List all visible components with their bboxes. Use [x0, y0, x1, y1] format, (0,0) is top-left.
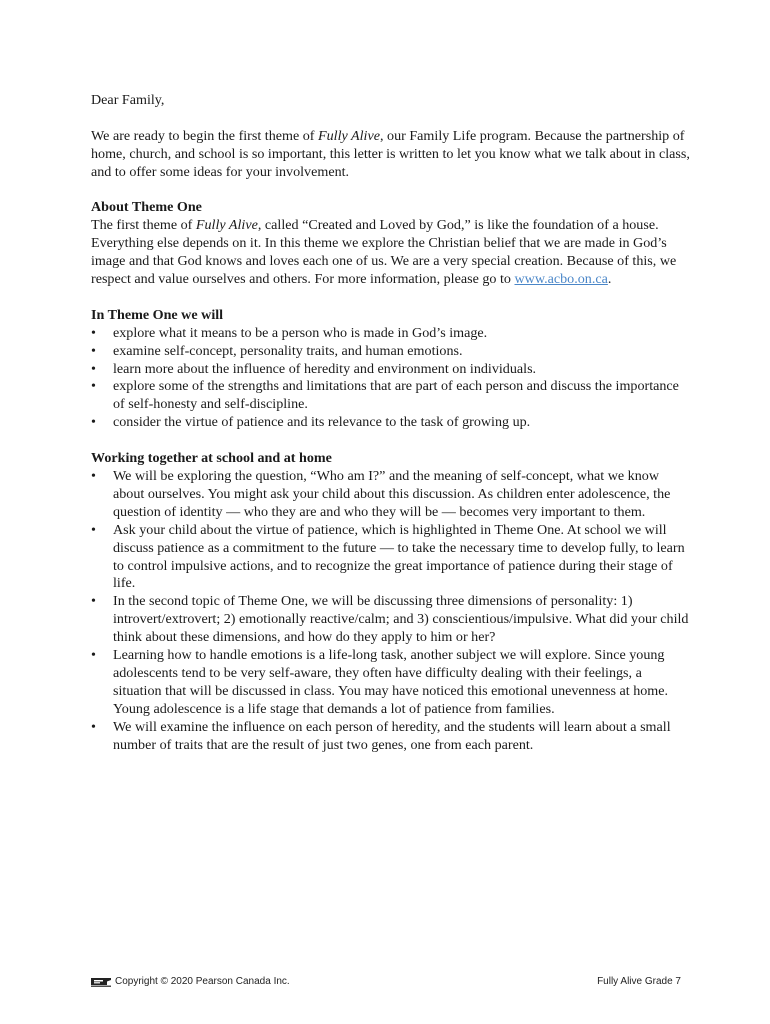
footer-copyright: Copyright © 2020 Pearson Canada Inc.	[115, 976, 290, 987]
acbo-website-link[interactable]: www.acbo.on.ca	[514, 271, 608, 288]
bullet-icon: •	[91, 521, 96, 538]
about-program-title: Fully Alive	[195, 217, 258, 234]
letter-body	[91, 92, 691, 772]
working-together-heading: Working together at school and at home	[91, 450, 332, 467]
working-together-section	[91, 450, 691, 754]
bullet-icon: •	[91, 647, 96, 664]
theme-one-section	[91, 307, 691, 432]
bullet-icon: •	[91, 324, 96, 341]
list-item-text: We will examine the influence on each person of heredity, and the students will learn about a small number of traits that are the result of just two genes, one from each parent.	[113, 718, 671, 753]
intro-paragraph	[91, 128, 691, 182]
list-item	[91, 325, 691, 343]
list-item	[91, 378, 691, 414]
list-item-text: We will be exploring the question, “Who am I?” and the meaning of self-concept, what we know about ourselves. You might ask your child about this discussion. As children enter adolescence, the question of identity — who they are and who they will be — becomes very important to them.	[113, 467, 671, 520]
list-item	[91, 361, 691, 379]
list-item	[91, 468, 691, 522]
about-theme-section	[91, 199, 691, 289]
pearson-logo-icon	[91, 977, 111, 987]
list-item	[91, 343, 691, 361]
bullet-icon: •	[91, 378, 96, 395]
list-item-text: Learning how to handle emotions is a life-long task, another subject we will explore. Since young adolescents tend to be very self-aware, they often have difficulty dealing with their feelings, a situation that will be discussed in class. You may have noticed this emotional unevenness at home. Young adolescence is a life stage that demands a lot of patience from families.	[113, 647, 669, 717]
bullet-icon: •	[91, 342, 96, 359]
bullet-icon: •	[91, 593, 96, 610]
about-theme-paragraph	[91, 217, 691, 289]
about-text-start: The first theme of	[91, 217, 196, 234]
list-item-text: Ask your child about the virtue of patience, which is highlighted in Theme One. At school we will discuss patience as a commitment to the future — to take the necessary time to develop fully, to learn to control impulsive actions, and to recognize the great importance of patience during their stage of life.	[113, 521, 685, 592]
bullet-icon: •	[91, 718, 96, 735]
program-title: Fully Alive	[318, 127, 380, 144]
theme-one-list	[91, 325, 691, 432]
bullet-icon: •	[91, 360, 96, 377]
bullet-icon: •	[91, 414, 96, 431]
list-item	[91, 593, 691, 647]
list-item-text: consider the virtue of patience and its relevance to the task of growing up.	[113, 414, 531, 431]
footer-grade: Fully Alive Grade 7	[597, 976, 681, 987]
list-item	[91, 522, 691, 594]
salutation: Dear Family,	[91, 92, 165, 108]
footer-copyright-group	[91, 976, 290, 987]
theme-one-heading: In Theme One we will	[91, 306, 224, 323]
about-theme-heading: About Theme One	[91, 199, 202, 216]
list-item-text: examine self-concept, personality traits, and human emotions.	[113, 342, 463, 359]
intro-text-end: , our Family Life program. Because the partnership of home, church, and school is so important, this letter is written to let you know what we talk about in class, and to offer some ideas for your involvement.	[91, 127, 690, 180]
list-item	[91, 647, 691, 719]
about-text-middle: , called “Created and Loved by God,” is like the foundation of a house. Everything else depends on it. In this theme we explore the Christian belief that we are made in God’s image and that God knows and loves each one of us. We are a very special creation. Because of this, we respect and value ourselves and others. For more information, please go to	[91, 217, 677, 288]
list-item-text: In the second topic of Theme One, we will be discussing three dimensions of personality: 1) introvert/extrovert; 2) emotionally reactive/calm; and 3) conscientious/impulsive. What did your child think about these dimensions, and how do they apply to him or her?	[113, 593, 689, 646]
list-item-text: explore what it means to be a person who is made in God’s image.	[113, 324, 488, 341]
list-item	[91, 414, 691, 432]
list-item-text: explore some of the strengths and limitations that are part of each person and discuss the importance of self-honesty and self-discipline.	[113, 378, 679, 413]
intro-text-start: We are ready to begin the first theme of	[91, 127, 319, 144]
list-item-text: learn more about the influence of heredity and environment on individuals.	[113, 360, 537, 377]
page-footer	[91, 976, 681, 987]
list-item	[91, 719, 691, 755]
working-together-list	[91, 468, 691, 755]
bullet-icon: •	[91, 467, 96, 484]
about-text-end: .	[607, 271, 612, 288]
